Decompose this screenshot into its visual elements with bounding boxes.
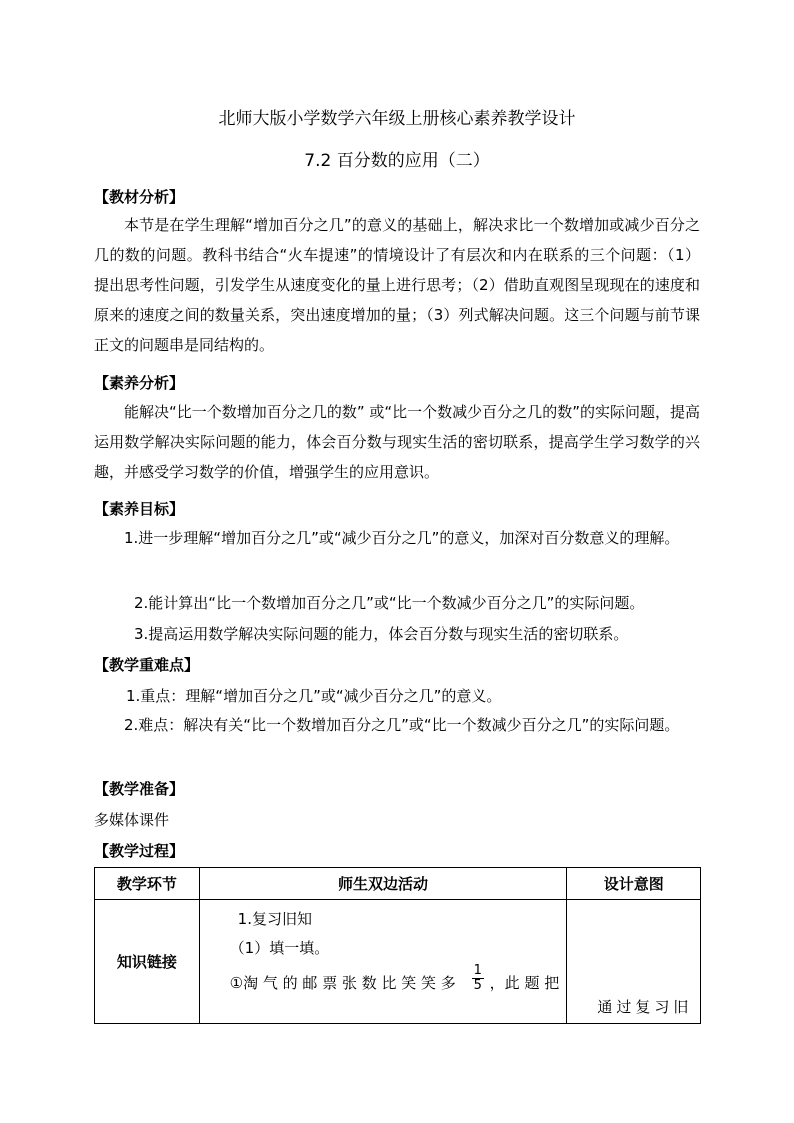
section-heading-prep: 【教学准备】: [94, 780, 185, 798]
document-title: 北师大版小学数学六年级上册核心素养教学设计: [218, 109, 576, 129]
keypoint-item-1: 1.重点：理解“增加百分之几”或“减少百分之几”的意义。: [126, 687, 502, 705]
section-heading-keypoints: 【教学重难点】: [94, 656, 200, 674]
section-heading-textbook: 【教材分析】: [94, 188, 185, 206]
process-table: [94, 867, 701, 1024]
keypoint-item-2: 2.难点：解决有关“比一个数增加百分之几”或“比一个数减少百分之几”的实际问题。: [124, 716, 680, 734]
fraction-numerator: 1: [473, 963, 482, 978]
goal-item-3: 3.提高运用数学解决实际问题的能力，体会百分数与现实生活的密切联系。: [134, 625, 629, 643]
textbook-analysis-text: 本节是在学生理解“增加百分之几”的意义的基础上，解决求比一个数增加或减少百分之几的数的问题。教科书结合“火车提速”的情境设计了有层次和内在联系的三个问题：（1） 提出思考性问题，引发学生从速度变化的量上进行思考；（2）借助直观图呈现现在的速度和原来的速度之间的数量关系，突出速度增加的量；（3）列式解决问题。这三个问题与前节课正文的问题串是同结构的。: [94, 216, 700, 354]
literacy-analysis-text: 能解决“比一个数增加百分之几的数” 或“比一个数减少百分之几的数”的实际问题，提高运用数学解决实际问题的能力，体会百分数与现实生活的密切联系，提高学生学习数学的兴趣，并感受学习数学的价值，增强学生的应用意识。: [94, 403, 700, 481]
table-header-row: [95, 868, 701, 900]
prep-text: 多媒体课件: [94, 811, 170, 829]
stage-cell: 知识链接: [95, 900, 200, 1024]
activity-line-3b: ，此 题 把: [489, 974, 560, 992]
fraction-denominator: 5: [473, 978, 482, 993]
section-heading-goals: 【素养目标】: [94, 500, 185, 518]
goal-item-2: 2.能计算出“比一个数增加百分之几”或“比一个数减少百分之几”的实际问题。: [134, 594, 645, 612]
fraction: [472, 964, 484, 993]
activity-line-2: （1）填一填。: [229, 939, 330, 957]
intent-cell: [567, 900, 701, 1024]
intent-text: 通过复习旧: [597, 998, 693, 1016]
activity-line-3a: ①淘 气 的 邮 票 张 数 比 笑 笑 多: [229, 974, 456, 992]
column-header-stage: 教学环节: [95, 868, 200, 900]
lesson-title: 7.2 百分数的应用（二）: [304, 151, 490, 171]
activity-cell: [199, 900, 567, 1024]
goal-item-1: 1.进一步理解“增加百分之几”或“减少百分之几”的意义，加深对百分数意义的理解。: [124, 529, 680, 547]
section-heading-literacy: 【素养分析】: [94, 374, 185, 392]
column-header-intent: 设计意图: [567, 868, 701, 900]
table-row: [95, 900, 701, 1024]
section-heading-process: 【教学过程】: [94, 842, 185, 860]
activity-line-1: 1.复习旧知: [237, 910, 312, 928]
column-header-activity: 师生双边活动: [199, 868, 567, 900]
